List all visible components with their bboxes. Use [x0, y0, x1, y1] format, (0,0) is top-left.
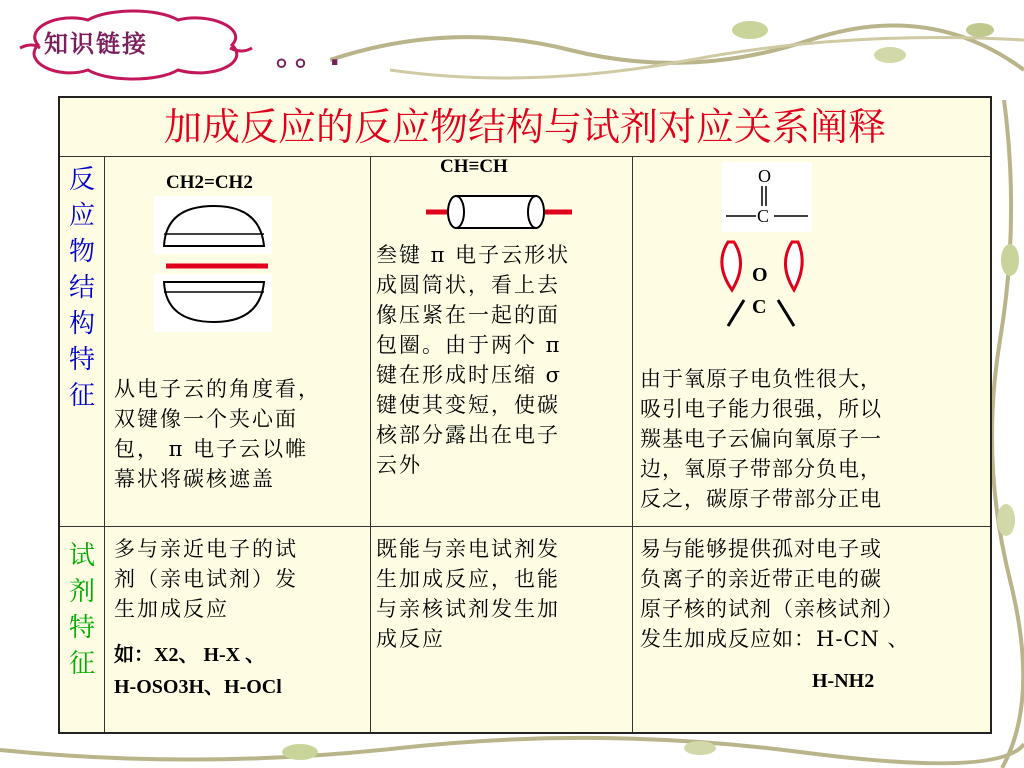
svg-text:O: O	[758, 166, 771, 186]
grid-line	[60, 526, 990, 527]
ethene-formula: CH2=CH2	[166, 172, 253, 193]
row-label-char: 试	[68, 541, 95, 571]
text-line: 键使其变短，使碳	[376, 393, 560, 417]
row-label-char: 征	[68, 381, 95, 411]
grid-line	[60, 156, 990, 157]
triple-bond-cylinder-diagram	[426, 188, 576, 238]
ethene-reagent-text	[114, 534, 368, 624]
text-line: 生加成反应，也能	[376, 567, 560, 591]
ethyne-formula: CH≡CH	[440, 156, 508, 177]
text-line: 反之，碳原子带部分正电	[640, 487, 882, 511]
row-label-char: 剂	[68, 577, 95, 607]
row-label-char: 构	[68, 309, 95, 339]
vine-decoration-top	[330, 0, 1024, 100]
row-label-char: 应	[68, 201, 95, 231]
text-line: 既能与亲电试剂发	[376, 537, 560, 561]
ethene-examples-2: H-OSO3H、H-OCl	[114, 676, 282, 698]
text-line: 双键像一个夹心面	[114, 407, 298, 431]
text-line: 像压紧在一起的面	[376, 303, 560, 327]
carbonyl-carbon: C	[752, 296, 767, 318]
text-line: 键在形成时压缩 σ	[376, 363, 563, 387]
ethyne-reagent-text	[376, 534, 630, 654]
grid-line	[370, 156, 371, 732]
text-line: 羰基电子云偏向氧原子一	[640, 427, 882, 451]
text-line: 叁键 π 电子云形状	[376, 243, 571, 267]
text-line: 成圆筒状，看上去	[376, 273, 560, 297]
text-line: 成反应	[376, 627, 445, 651]
row-label-char: 特	[68, 345, 95, 375]
text-line: 原子核的试剂（亲核试剂）	[640, 597, 904, 621]
carbonyl-reagent-tail: H-NH2	[812, 670, 875, 692]
grid-line	[104, 156, 105, 732]
text-line: 边，氧原子带部分负电，	[640, 457, 882, 481]
double-bond-cloud-diagram	[152, 194, 278, 334]
text-line: 由于氧原子电负性很大，	[640, 367, 882, 391]
table-title: 加成反应的反应物结构与试剂对应关系阐释	[163, 105, 886, 149]
text-line: 易与能够提供孤对电子或	[640, 537, 882, 561]
text-line: 核部分露出在电子	[376, 423, 560, 447]
content-table	[58, 96, 992, 734]
text-line: 与亲核试剂发生加	[376, 597, 560, 621]
text-line: 负离子的亲近带正电的碳	[640, 567, 882, 591]
row-label-char: 反	[68, 165, 95, 195]
ethene-description	[114, 374, 368, 494]
text-line: 包， π 电子云以帷	[114, 437, 309, 461]
text-line: 生加成反应	[114, 597, 229, 621]
text-line: 吸引电子能力很强，所以	[640, 397, 882, 421]
text-line: 发生加成反应如：H-CN 、	[640, 627, 910, 651]
text-line: 云外	[376, 453, 422, 477]
text-line: 多与亲近电子的试	[114, 537, 298, 561]
row-label-char: 物	[68, 237, 95, 267]
text-line: 从电子云的角度看，	[114, 377, 321, 401]
grid-line	[632, 156, 633, 732]
vine-decoration-bottom	[0, 730, 1024, 768]
text-line: 幕状将碳核遮盖	[114, 467, 275, 491]
carbonyl-description	[640, 364, 990, 514]
ethene-examples-1: 如：X2、 H-X 、	[114, 644, 266, 666]
svg-text:C: C	[757, 206, 770, 226]
ethyne-description	[376, 240, 630, 480]
row-label-char: 结	[68, 273, 95, 303]
bubble-label: 知识链接	[44, 29, 148, 58]
carbonyl-structure-diagram	[722, 162, 812, 232]
row-label-structure	[62, 162, 102, 414]
ellipsis-dots: 。。.	[276, 38, 345, 73]
row-label-reagent	[62, 538, 102, 682]
vine-decoration-right	[990, 100, 1024, 768]
carbonyl-oxygen: O	[752, 264, 768, 286]
carbonyl-reagent-text	[640, 534, 990, 654]
text-line: 剂（亲电试剂）发	[114, 567, 298, 591]
text-line: 包圈。由于两个 π	[376, 333, 562, 357]
row-label-char: 征	[68, 649, 95, 679]
row-label-char: 特	[68, 613, 95, 643]
